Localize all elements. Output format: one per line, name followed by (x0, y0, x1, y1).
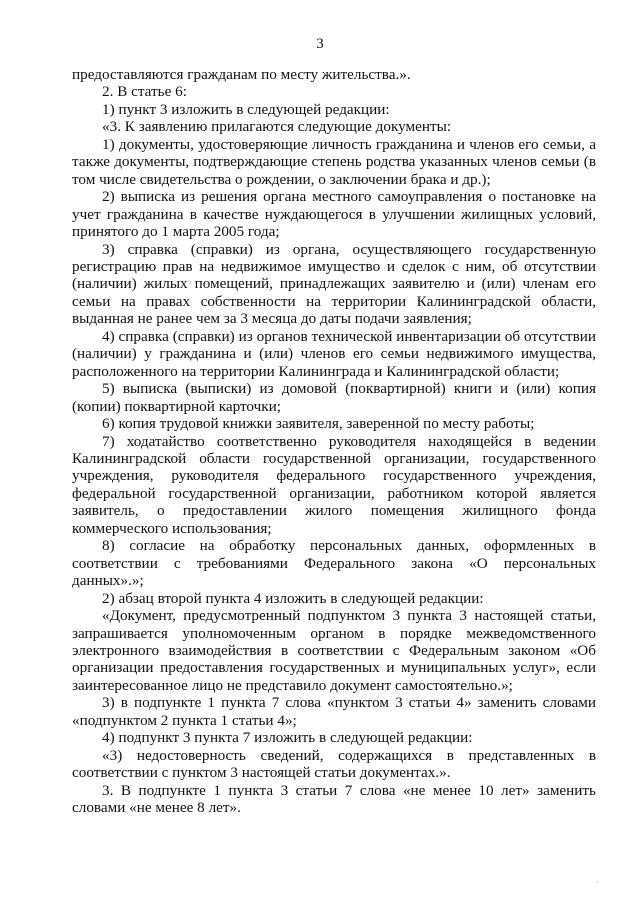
paragraph: 2. В статье 6: (102, 83, 187, 101)
paragraph: 2) абзац второй пункта 4 изложить в следующей редакции: (102, 589, 484, 607)
paragraph: 6) копия трудовой книжки заявителя, заверенной по месту работы; (102, 415, 535, 433)
paragraph: 4) подпункт 3 пункта 7 изложить в следующей редакции: (102, 729, 473, 747)
paragraph: 8) согласие на обработку персональных данных, оформленных в соответствии с требованиями Федерального закона «О персональных данных».»; (72, 537, 596, 590)
paragraph: «3. К заявлению прилагаются следующие документы: (102, 118, 452, 136)
paragraph: предоставляются гражданам по месту жительства.». (72, 66, 411, 83)
paragraph: 1) пункт 3 изложить в следующей редакции: (102, 100, 390, 118)
scan-speck: · (596, 878, 599, 887)
page-number: 3 (316, 36, 324, 52)
paragraph: 2) выписка из решения органа местного самоуправления о постановке на учет гражданина в качестве нуждающегося в улучшении жилищных условий, принятого до 1 марта 2005 года; (72, 188, 596, 241)
paragraph: 7) ходатайство соответственно руководителя находящейся в ведении Калининградской области государственной организации, государственного учреждения, руководителя федерального государственного учреждения, федеральной государственной организации, работником которой является заявитель, о предоставлении жилого помещения жилищного фонда коммерческого использования; (72, 432, 596, 537)
paragraph: 3. В подпункте 1 пункта 3 статьи 7 слова «не менее 10 лет» заменить словами «не менее 8 лет». (72, 781, 596, 817)
paragraph: 4) справка (справки) из органов технической инвентаризации об отсутствии (наличии) у гражданина и (или) членов его семьи недвижимого имущества, расположенного на территории Калининграда и Калининградской области; (72, 327, 596, 380)
document-body (72, 66, 596, 816)
paragraph: 5) выписка (выписки) из домовой (поквартирной) книги и (или) копия (копии) поквартирной карточки; (72, 380, 596, 415)
paragraph: «Документ, предусмотренный подпунктом 3 пункта 3 настоящей статьи, запрашивается уполномоченным органом в порядке межведомственного электронного взаимодействия в соответствии с Федеральным законом «Об организации предоставления государственных и муниципальных услуг», если заинтересованное лицо не представило документ самостоятельно.»; (72, 607, 596, 694)
paragraph: 1) документы, удостоверяющие личность гражданина и членов его семьи, а также документы, подтверждающие степень родства указанных членов семьи (в том числе свидетельства о рождении, о заключении брака и др.); (72, 135, 596, 188)
paragraph: 3) в подпункте 1 пункта 7 слова «пунктом 3 статьи 4» заменить словами «подпунктом 2 пункта 1 статьи 4»; (72, 694, 596, 729)
paragraph: 3) справка (справки) из органа, осуществляющего государственную регистрацию прав на недвижимое имущество и сделок с ним, об отсутствии (наличии) жилых помещений, принадлежащих заявителю и (или) членам его семьи на правах собственности на территории Калининградской области, выданная не ранее чем за 3 месяца до даты подачи заявления; (72, 240, 596, 328)
paragraph: «3) недостоверность сведений, содержащихся в представленных в соответствии с пунктом 3 настоящей статьи документах.». (72, 746, 596, 782)
